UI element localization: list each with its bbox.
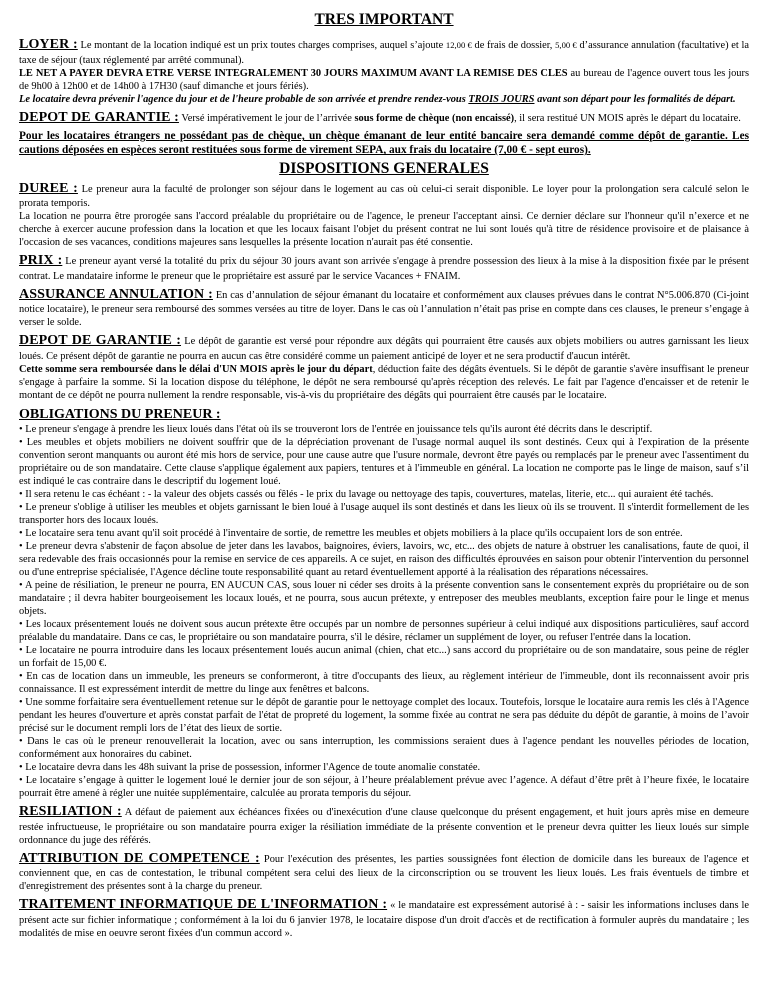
loyer-italic-underline: TROIS JOURS: [468, 93, 535, 105]
loyer-office-hours: au bureau de l'agence ouvert tous les jours de 9h00 à 12h00 et de 14h00 à 17H30 (sauf dimanche et jours fériés).: [19, 67, 750, 92]
obligation-item: • Les locaux présentement loués ne doivent sous aucun prétexte être occupés par un nombre de personnes supérieur à celui indiqué aux dispositions particulières, sauf accord préalable du mandataire. Dans ce cas, le propriétaire ou son mandataire pourra, s'il le désire, réclamer un supplément de loyer, ou refuser l'entrée dans la location.: [19, 619, 749, 644]
obligation-item: • Il sera retenu le cas échéant : - la valeur des objets cassés ou fêlés - le prix du lavage ou nettoyage des tapis, couvertures, matelas, literie, etc... qui auraient été tachés.: [19, 489, 714, 501]
obligation-item: • Le preneur s'engage à prendre les lieux loués dans l'état où ils se trouveront lors de l'entrée en jouissance tels qu'ils auront été décrits dans le descriptif.: [19, 424, 653, 436]
competence-heading: ATTRIBUTION DE COMPETENCE :: [19, 850, 260, 866]
obligation-item: • Le locataire ne pourra introduire dans les locaux présentement loués aucun animal (chien, chat etc...) sans accord du propriétaire ou de son mandataire, sous peine de régler un forfait de 15,00 €.: [19, 645, 749, 670]
obligation-item: • Le preneur devra s'abstenir de façon absolue de jeter dans les lavabos, baignoires, éviers, lavoirs, wc, etc... des objets de nature à obstruer les canalisations, faute de quoi, il sera redevable des frais occasionnés pour la remise en service de ces appareils. A ce sujet, en raison des difficultés éprouvées en saison pour obtenir l'intervention du personnel ou d'une entreprise spécialisée, l'Agence décline toute responsabilité quant au retard éventuellement apporté à la réalisation des réparations nécessaires.: [19, 541, 749, 579]
prix-heading: PRIX :: [19, 253, 63, 269]
loyer-text-3: d’assurance annulation (facultative) et la taxe de séjour (taux réglementé par arrêté communal).: [19, 40, 750, 66]
obligation-item: • En cas de location dans un immeuble, les preneurs se conformeront, à titre d'occupants des lieux, au règlement intérieur de l'immeuble, dont ils reconnaissent avoir pris connaissance. Il est expressément interdit de mettre du linge aux fenêtres et balcons.: [19, 671, 749, 696]
obligation-item: • A peine de résiliation, le preneur ne pourra, EN AUCUN CAS, sous louer ni céder ses droits à la présente convention sans le consentement exprès du propriétaire ou de son mandataire ; il devra habiter bourgeoisement les locaux loués, et ne pourra, sous aucun prétexte, y entreposer des meubles meublants, exception faire pour le linge et menus objets.: [19, 580, 749, 618]
obligation-item: • Les meubles et objets mobiliers ne doivent souffrir que de la dépréciation provenant de l'usage normal auquel ils sont destinés. Ceux qui à l'expiration de la présente convention seront manquants ou auront été mis hors de service, pour une cause autre que l'usure normale, devront être payés ou remplacés par le preneur avec l'assentiment du propriétaire ou de son mandataire. Cette clause s'applique également aux papiers, tentures et à l'immeuble en général. La location ne comporte pas le linge de maison, sauf s’il est indiqué le cas contraire dans le descriptif du logement loué.: [19, 437, 749, 488]
assurance-heading: ASSURANCE ANNULATION :: [19, 286, 213, 302]
competence-section: [19, 850, 749, 894]
depot-garantie-2-heading: DEPOT DE GARANTIE :: [19, 333, 182, 349]
informatique-section: [19, 896, 749, 940]
resiliation-text: A défaut de paiement aux échéances fixées ou d'inexécution d'une clause quelconque du présent engagement, et huit jours après mise en demeure restée infructueuse, le propriétaire ou son mandataire pourra exiger la résiliation immédiate de la présente convention et le preneur devra quitter les lieux loués sur simple ordonnance du juge des référés.: [19, 807, 749, 846]
depot-2-bold: Cette somme sera remboursée dans le délai d'UN MOIS après le jour du départ: [19, 363, 373, 375]
prix-text: Le preneur ayant versé la totalité du prix du séjour 30 jours avant son arrivée s'engage à prendre possession des lieux à la mise à la disposition fixée par le présent contrat. Le mandataire informe le preneur que le propriétaire est assuré par le service Vacances + FNAIM.: [19, 256, 749, 282]
loyer-text-1: Le montant de la location indiqué est un prix toutes charges comprises, auquel s’ajoute: [77, 40, 446, 52]
depot-2-text-1: Le dépôt de garantie est versé pour répondre aux dégâts qui pourraient être causés aux objets mobiliers ou autres garnissant les lieux loués. Ce présent dépôt de garantie ne pourra en aucun cas être considéré comme un paiement anticipé de loyer et ne sera productif d'aucun intérêt.: [19, 336, 749, 362]
loyer-payment-paragraph: [19, 67, 749, 93]
depot-1-text-2: , il sera restitué UN MOIS après le départ du locataire.: [514, 112, 741, 124]
obligations-list: [19, 423, 749, 800]
duree-heading: DUREE :: [19, 180, 78, 196]
obligation-item: • Dans le cas où le preneur renouvellerait la location, avec ou sans interruption, les commissions seraient dues à l'agence pendant les nouvelles périodes de location, conformément aux honoraires du cabinet.: [19, 736, 749, 761]
informatique-text: « le mandataire est expressément autorisé à : - saisir les informations incluses dans le présent acte sur fichier informatique ; conformément à la loi du 6 janvier 1978, le locataire dispose d'un droit d'accès et de rectification à formuler auprès du mandataire ; les modalités de mise en oeuvre seront fixées d'un commun accord ».: [19, 900, 749, 939]
duree-text-1: Le preneur aura la faculté de prolonger son séjour dans le logement au cas où celui-ci serait disponible. Le loyer pour la prolongation sera calculé selon le prorata temporis.: [19, 183, 749, 210]
prix-section: [19, 252, 749, 283]
loyer-arrival-paragraph: [19, 93, 749, 106]
resiliation-heading: RESILIATION :: [19, 804, 122, 820]
obligations-heading: OBLIGATIONS DU PRENEUR :: [19, 406, 221, 422]
obligation-item: • Le locataire devra dans les 48h suivant la prise de possession, informer l'Agence de toute anomalie constatée.: [19, 762, 481, 774]
foreign-tenants-paragraph: Pour les locataires étrangers ne possédant pas de chèque, un chèque émanant de leur entité bancaire sera demandé comme dépôt de garantie. Les cautions déposées en espèces seront restituées sous forme de virement SEPA, aux frais du locataire (7,00 € - sept euros).: [19, 130, 749, 157]
loyer-fee-dossier: 12,00 €: [445, 40, 472, 51]
loyer-bold-line: LE NET A PAYER DEVRA ETRE VERSE INTEGRALEMENT 30 JOURS MAXIMUM AVANT LA REMISE DES CLES: [19, 67, 568, 79]
duree-section: [19, 180, 749, 211]
depot-1-bold: sous forme de chèque (non encaissé): [354, 112, 515, 124]
competence-text: Pour l'exécution des présentes, les parties soussignées font élection de domicile dans les bureaux de l'agence et conviennent que, en cas de contestation, le tribunal compétent sera celui des lieux de la circonscription ou se trouvent les lieux loués. Les frais éventuels de timbre et d'enregistrement des présentes sont à la charge du preneur.: [19, 853, 749, 893]
depot-garantie-1-section: [19, 109, 749, 127]
informatique-heading: TRAITEMENT INFORMATIQUE DE L'INFORMATION :: [19, 897, 388, 913]
loyer-italic-1: Le locataire devra prévenir l'agence du jour et de l'heure probable de son arrivée et prendre rendez-vous: [19, 93, 469, 105]
depot-2-text-2: , déduction faite des dégâts éventuels. Si le dépôt de garantie s'avère insuffisant le preneur s'engage à parfaire la somme. Si la location dispose du téléphone, le dépôt ne sera remboursé qu'après réception des relevés. Le fait par l'agence d'encaisser et de retenir le montant de ce dépôt ne pourra nullement la rendre responsable, vis-à-vis du propriétaire des dégâts qui pourraient être causés par le locataire.: [19, 363, 749, 401]
loyer-section: [19, 36, 749, 67]
document-title: TRES IMPORTANT: [314, 11, 454, 28]
obligation-item: • Le locataire s’engage à quitter le logement loué le dernier jour de son séjour, à l’heure préalablement prévue avec l’agence. A défaut d’être prêt à l’heure fixée, le locataire pourrait être amené à régler une nuitée supplémentaire, calculée au prorata temporis du séjour.: [19, 775, 749, 800]
loyer-text-2: de frais de dossier,: [471, 40, 556, 52]
assurance-text: En cas d’annulation de séjour émanant du locataire et conformément aux clauses prévues dans le contrat N°5.006.870 (Ci-joint notice locataire), le preneur sera remboursé des sommes versées au titre de loyer. Dans le cas où l’annulation n’était pas prise en compte dans ces clauses, le preneur s’engage à verser le solde.: [19, 289, 749, 329]
obligation-item: • Le preneur s'oblige à utiliser les meubles et objets garnissant le bien loué à l'usage auquel ils sont destinés et dans les lieux où ils se trouvent. Il s'interdit formellement de les transporter hors des locaux loués.: [19, 502, 749, 527]
obligation-item: • Le locataire sera tenu avant qu'il soit procédé à l'inventaire de sortie, de remettre les meubles et objets mobiliers à la place qu'ils occupaient lors de son entrée.: [19, 528, 683, 540]
depot-garantie-1-heading: DEPOT DE GARANTIE :: [19, 109, 179, 125]
depot-2-refund-paragraph: [19, 363, 749, 402]
loyer-italic-2: avant son départ pour les formalités de départ.: [534, 93, 736, 105]
depot-1-text-1: Versé impérativement le jour de l’arrivée: [178, 112, 355, 124]
assurance-section: [19, 286, 749, 330]
duree-text-2: La location ne pourra être prorogée sans l'accord préalable du propriétaire ou de l'agence, le preneur l'acceptant ainsi. Ce dernier déclare sur l'honneur qu'il n’exerce et ne cherche à exercer aucune profession dans la location et que les locaux faisant l'objet du présent contrat ne lui sont loués qu'à titre de résidence provisoire et de plaisance à l'occasion de ses vacances, conditions majeures sans lesquelles la présente location n'aurait pas été consentie.: [19, 211, 749, 249]
loyer-heading: LOYER :: [19, 37, 78, 53]
depot-garantie-2-section: [19, 332, 749, 363]
loyer-fee-assurance: 5,00 €: [555, 40, 577, 51]
obligation-item: • Une somme forfaitaire sera éventuellement retenue sur le dépôt de garantie pour le nettoyage complet des locaux. Toutefois, lorsque le locataire aura remis les clés à l'Agence pendant les heures d'ouverture et après constat parfait de l'état de propreté du logement, la somme fixée au contrat ne sera pas déduite du dépôt de garantie, à moins de l’avoir précisé sur le document rempli lors de l’état des lieux de sortie.: [19, 697, 749, 735]
dispositions-generales-title: DISPOSITIONS GENERALES: [279, 160, 489, 178]
resiliation-section: [19, 803, 749, 847]
